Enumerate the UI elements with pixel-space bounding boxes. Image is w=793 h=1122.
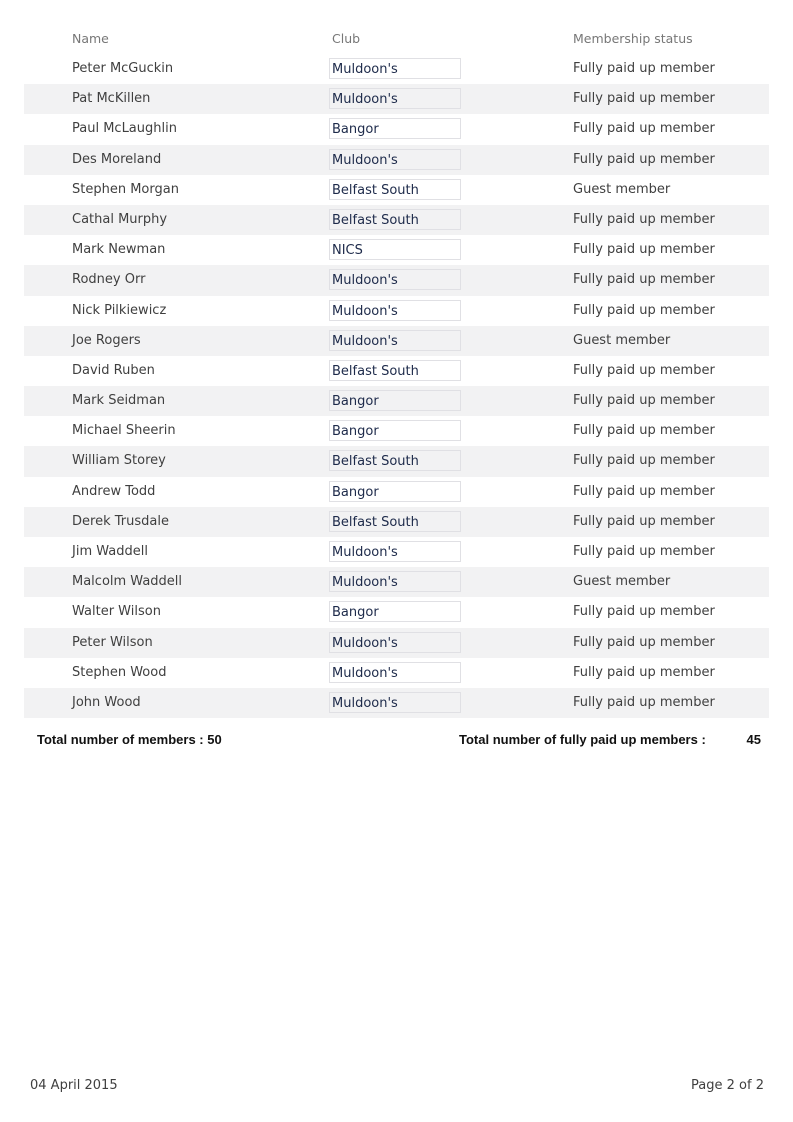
table-row [24, 114, 769, 144]
table-row [24, 205, 769, 235]
member-name: Derek Trusdale [72, 513, 169, 529]
member-name: Joe Rogers [72, 332, 141, 348]
member-name: Cathal Murphy [72, 211, 168, 227]
club-field[interactable]: Belfast South [329, 179, 461, 200]
club-field[interactable]: Muldoon's [329, 692, 461, 713]
table-row [24, 507, 769, 537]
member-name: Mark Seidman [72, 393, 166, 409]
table-row [24, 175, 769, 205]
club-field[interactable]: Muldoon's [329, 300, 461, 321]
membership-status: Fully paid up member [573, 242, 715, 258]
member-name: Paul McLaughlin [72, 121, 177, 137]
membership-status: Fully paid up member [573, 121, 715, 137]
table-row [24, 688, 769, 718]
membership-status: Fully paid up member [573, 423, 715, 439]
member-name: Michael Sheerin [72, 423, 176, 439]
member-name: Walter Wilson [72, 604, 161, 620]
membership-status: Fully paid up member [573, 362, 715, 378]
club-field[interactable]: Belfast South [329, 360, 461, 381]
member-name: Peter Wilson [72, 634, 153, 650]
membership-status: Fully paid up member [573, 513, 715, 529]
membership-status: Guest member [573, 332, 671, 348]
club-field[interactable]: NICS [329, 239, 461, 260]
club-field[interactable]: Belfast South [329, 209, 461, 230]
membership-status: Fully paid up member [573, 453, 715, 469]
membership-status: Fully paid up member [573, 664, 715, 680]
table-row [24, 54, 769, 84]
club-field[interactable]: Belfast South [329, 450, 461, 471]
table-header [24, 23, 769, 53]
member-name: Jim Waddell [72, 544, 148, 559]
membership-status: Fully paid up member [573, 302, 715, 318]
member-name: David Ruben [72, 362, 155, 378]
column-header-name: Name [72, 31, 109, 46]
table-row [24, 597, 769, 627]
table-row [24, 537, 769, 567]
member-name: Stephen Morgan [72, 181, 179, 197]
club-field[interactable]: Bangor [329, 601, 461, 622]
club-field[interactable]: Bangor [329, 481, 461, 502]
club-field[interactable]: Belfast South [329, 511, 461, 532]
club-field[interactable]: Muldoon's [329, 541, 461, 562]
membership-status: Fully paid up member [573, 694, 715, 710]
member-name: Nick Pilkiewicz [72, 302, 167, 318]
total-paid-members-value: 45 [746, 732, 761, 747]
membership-status: Fully paid up member [573, 91, 715, 107]
club-field[interactable]: Muldoon's [329, 571, 461, 592]
total-paid-members-label: Total number of fully paid up members : [459, 732, 706, 747]
totals-row [24, 731, 769, 751]
member-name: Stephen Wood [72, 664, 167, 680]
member-name: Des Moreland [72, 151, 162, 167]
member-name: Pat McKillen [72, 91, 151, 107]
table-row [24, 628, 769, 658]
membership-status: Fully paid up member [573, 393, 715, 409]
total-members-label: Total number of members : 50 [37, 732, 222, 747]
club-field[interactable]: Muldoon's [329, 662, 461, 683]
member-name: Malcolm Waddell [72, 574, 183, 590]
column-header-club: Club [332, 31, 361, 46]
member-name: Peter McGuckin [72, 61, 174, 76]
membership-status: Guest member [573, 574, 671, 590]
membership-status: Fully paid up member [573, 544, 715, 559]
membership-status: Fully paid up member [573, 211, 715, 227]
member-name: John Wood [72, 694, 141, 710]
table-row [24, 265, 769, 295]
club-field[interactable]: Muldoon's [329, 632, 461, 653]
club-field[interactable]: Muldoon's [329, 58, 461, 79]
table-row [24, 84, 769, 114]
column-header-status: Membership status [573, 31, 693, 46]
membership-status: Fully paid up member [573, 151, 715, 167]
table-row [24, 356, 769, 386]
club-field[interactable]: Muldoon's [329, 149, 461, 170]
club-field[interactable]: Bangor [329, 118, 461, 139]
club-field[interactable]: Muldoon's [329, 88, 461, 109]
membership-status: Fully paid up member [573, 634, 715, 650]
table-row [24, 658, 769, 688]
club-field[interactable]: Muldoon's [329, 269, 461, 290]
table-row [24, 386, 769, 416]
table-row [24, 416, 769, 446]
table-row [24, 296, 769, 326]
club-field[interactable]: Bangor [329, 420, 461, 441]
club-field[interactable]: Bangor [329, 390, 461, 411]
club-field[interactable]: Muldoon's [329, 330, 461, 351]
member-name: Andrew Todd [72, 483, 156, 499]
member-name: William Storey [72, 453, 166, 469]
member-name: Mark Newman [72, 242, 166, 258]
table-row [24, 326, 769, 356]
membership-status: Guest member [573, 181, 671, 197]
membership-status: Fully paid up member [573, 61, 715, 76]
table-row [24, 567, 769, 597]
membership-status: Fully paid up member [573, 483, 715, 499]
membership-status: Fully paid up member [573, 272, 715, 288]
footer-page-number: Page 2 of 2 [691, 1078, 764, 1093]
table-row [24, 235, 769, 265]
footer-date: 04 April 2015 [30, 1078, 118, 1093]
table-row [24, 477, 769, 507]
members-table [24, 54, 769, 718]
membership-status: Fully paid up member [573, 604, 715, 620]
table-row [24, 145, 769, 175]
member-name: Rodney Orr [72, 272, 146, 288]
table-row [24, 446, 769, 476]
